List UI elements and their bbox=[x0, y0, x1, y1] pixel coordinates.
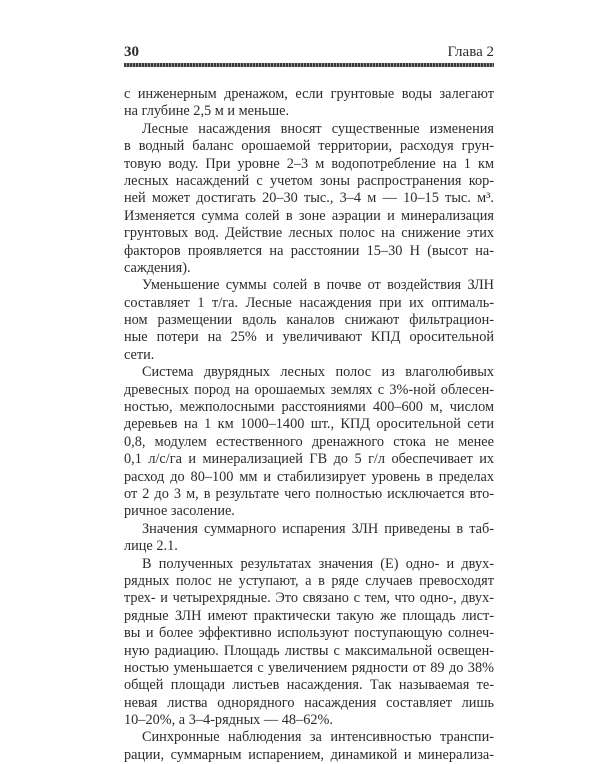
text-line: Лесные насаждения вносят существенные изменения bbox=[142, 120, 494, 137]
text-line: вы и более эффективно используют поступающую солнеч- bbox=[124, 625, 494, 642]
text-line: древесных пород на орошаемых землях с 3%-ной облесен- bbox=[124, 381, 494, 398]
text-line: грунтовых вод. Действие лесных полос на снижение этих bbox=[124, 225, 494, 242]
text-line: ричное засоление. bbox=[124, 503, 235, 520]
text-line: с инженерным дренажом, если грунтовые воды залегают bbox=[124, 86, 494, 102]
text-line: рации, суммарным испарением, динамикой и минерализа- bbox=[124, 746, 494, 763]
chapter-title: Глава 2 bbox=[447, 44, 494, 60]
body-text bbox=[124, 86, 494, 764]
text-line: ном размещении вдоль каналов снижают фильтрацион- bbox=[124, 312, 494, 329]
text-line: от 2 до 3 м, в результате чего полностью исключается вто- bbox=[124, 485, 494, 502]
text-line: 0,1 л/с/га и минерализацией ГВ до 5 г/л обеспечивает их bbox=[124, 451, 494, 468]
text-line: трех- и четырехрядные. Это связано с тем, что одно-, двух- bbox=[124, 590, 494, 607]
text-line: в водный баланс орошаемой территории, расходуя грун- bbox=[124, 138, 494, 155]
text-line: 0,8, модулем естественного дренажного стока не менее bbox=[124, 433, 494, 450]
text-line: общей площади листьев насаждения. Так называемая те- bbox=[124, 677, 494, 694]
text-line: сети. bbox=[124, 346, 155, 363]
text-line: товую воду. При уровне 2–3 м водопотребление на 1 км bbox=[124, 155, 494, 172]
text-line: Система двурядных лесных полос из влаголюбивых bbox=[142, 364, 494, 381]
text-line: деревьев на 1 км 1000–1400 шт., КПД оросительной сети bbox=[124, 416, 494, 433]
text-line: Значения суммарного испарения ЗЛН приведены в таб- bbox=[142, 520, 494, 537]
text-line: 10–20%, а 3–4-рядных — 48–62%. bbox=[124, 712, 334, 729]
text-line: невая листва однорядного насаждения составляет лишь bbox=[124, 694, 494, 711]
text-line: факторов проявляется на расстоянии 15–30 Н (высот на- bbox=[124, 242, 494, 259]
text-line: лице 2.1. bbox=[124, 538, 178, 555]
text-line: саждения). bbox=[124, 259, 191, 276]
text-line: ней может достигать 20–30 тыс., 3–4 м — 10–15 тыс. м³. bbox=[124, 190, 494, 207]
text-line: составляет 1 т/га. Лесные насаждения при их оптималь- bbox=[124, 294, 494, 311]
text-line: Изменяется сумма солей в зоне аэрации и минерализация bbox=[124, 207, 494, 224]
text-line: на глубине 2,5 м и меньше. bbox=[124, 103, 290, 120]
page-number: 30 bbox=[124, 44, 139, 60]
text-line: ную радиацию. Площадь листвы с максимальной освещен- bbox=[124, 642, 494, 659]
text-line: рядных полос не уступают, а в ряде случаев превосходят bbox=[124, 572, 494, 589]
text-line: В полученных результатах значения (Е) одно- и двух- bbox=[142, 555, 494, 572]
text-line: рядные ЗЛН имеют практически такую же площадь лист- bbox=[124, 607, 494, 624]
text-line: расход до 80–100 мм и стабилизирует уровень в пределах bbox=[124, 468, 494, 485]
text-line: ностью, межполосными расстояниями 400–600 м, числом bbox=[124, 399, 494, 416]
text-line: Синхронные наблюдения за интенсивностью транспи- bbox=[142, 729, 494, 746]
page-header bbox=[124, 44, 494, 62]
text-line: лесных насаждений с учетом зоны распространения кор- bbox=[124, 172, 494, 189]
text-line: Уменьшение суммы солей в почве от воздействия ЗЛН bbox=[142, 277, 494, 294]
text-line: ные потери на 25% и увеличивают КПД оросительной bbox=[124, 329, 494, 346]
header-rule bbox=[124, 63, 494, 67]
text-line: ностью уменьшается с увеличением рядности от 89 до 38% bbox=[124, 659, 494, 676]
